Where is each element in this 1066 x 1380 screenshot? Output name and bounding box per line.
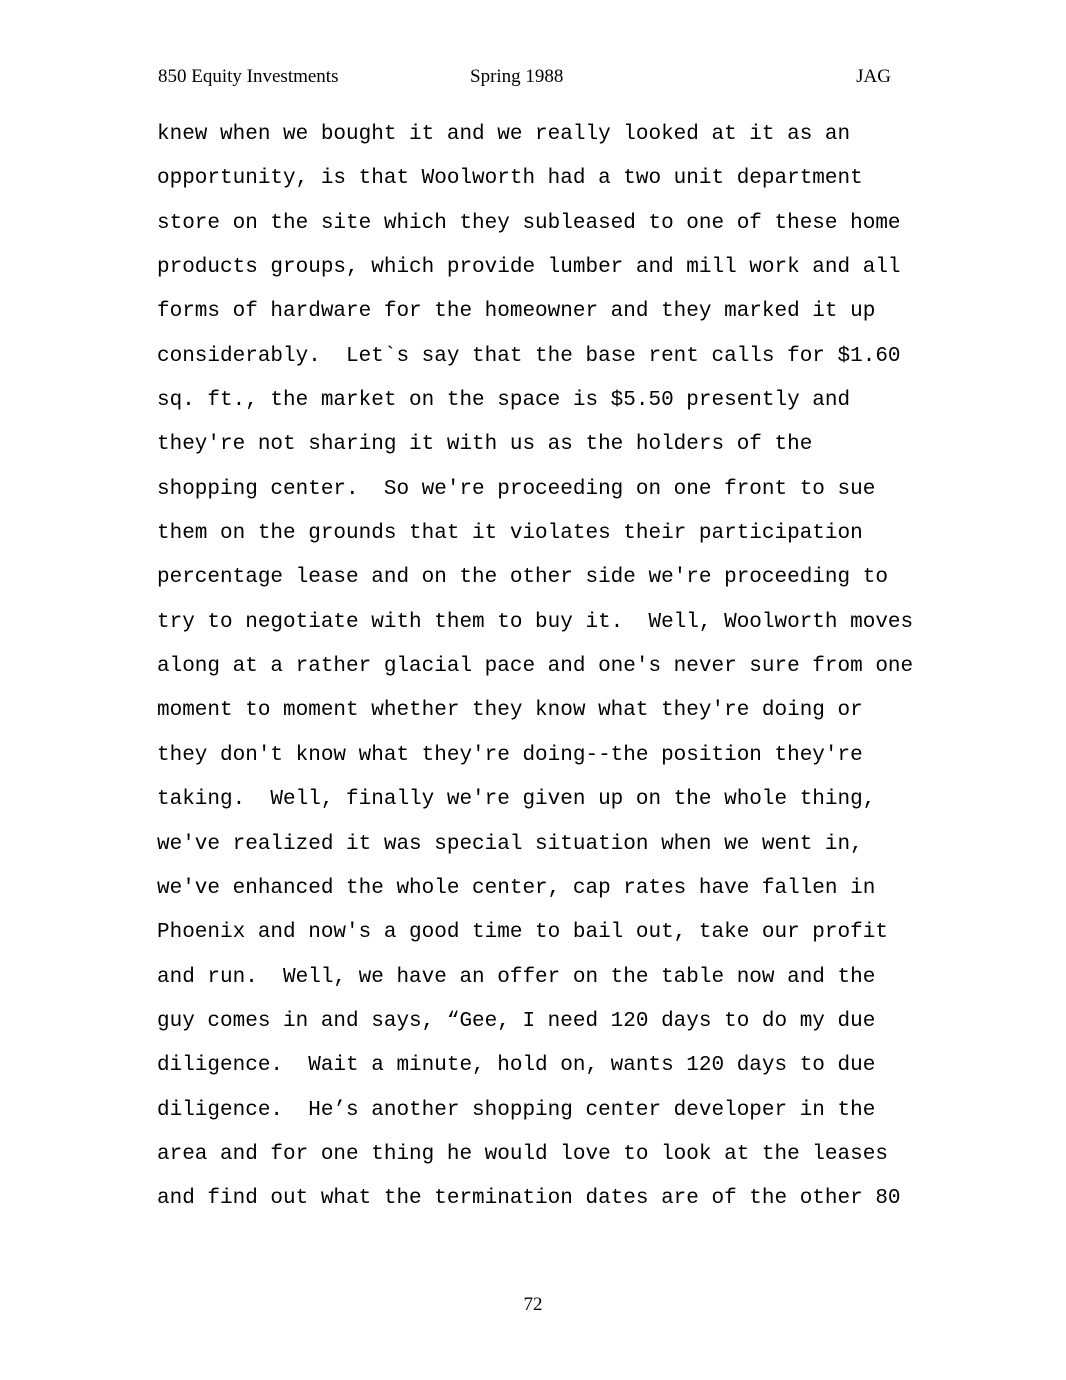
text-line: try to negotiate with them to buy it. Well, Woolworth moves [157, 610, 914, 634]
page-number: 72 [523, 1294, 543, 1315]
text-line: percentage lease and on the other side we're proceeding to [157, 566, 888, 590]
text-line: taking. Well, finally we're given up on the whole thing, [157, 788, 876, 812]
text-line: opportunity, is that Woolworth had a two unit department [157, 167, 863, 191]
page-header [158, 64, 891, 90]
text-line: diligence. Wait a minute, hold on, wants 120 days to due [157, 1054, 876, 1078]
text-line: forms of hardware for the homeowner and they marked it up [157, 300, 876, 324]
text-line: sq. ft., the market on the space is $5.50 presently and [157, 389, 851, 413]
text-line: considerably. Let`s say that the base rent calls for $1.60 [157, 344, 901, 368]
header-term: Spring 1988 [470, 66, 564, 87]
text-line: and find out what the termination dates are of the other 80 [157, 1187, 901, 1211]
text-line: area and for one thing he would love to look at the leases [157, 1142, 888, 1166]
header-initials: JAG [856, 66, 891, 87]
text-line: moment to moment whether they know what they're doing or [157, 699, 863, 723]
text-line: we've realized it was special situation when we went in, [157, 832, 863, 856]
text-line: knew when we bought it and we really looked at it as an [157, 123, 851, 146]
text-line: products groups, which provide lumber and mill work and all [157, 256, 901, 280]
text-line: Phoenix and now's a good time to bail out, take our profit [157, 921, 888, 945]
text-line: they don't know what they're doing--the position they're [157, 743, 863, 767]
transcript-body [157, 113, 927, 1222]
text-line: them on the grounds that it violates their participation [157, 522, 863, 546]
header-course-title: 850 Equity Investments [158, 66, 339, 87]
text-line: along at a rather glacial pace and one's never sure from one [157, 655, 914, 679]
text-line: we've enhanced the whole center, cap rates have fallen in [157, 876, 876, 900]
text-line: shopping center. So we're proceeding on one front to sue [157, 477, 876, 501]
text-line: they're not sharing it with us as the holders of the [157, 433, 813, 457]
text-line: diligence. He’s another shopping center developer in the [157, 1098, 876, 1122]
text-line: and run. Well, we have an offer on the table now and the [157, 965, 876, 989]
text-line: guy comes in and says, “Gee, I need 120 days to do my due [157, 1009, 876, 1033]
text-line: store on the site which they subleased to one of these home [157, 211, 901, 235]
